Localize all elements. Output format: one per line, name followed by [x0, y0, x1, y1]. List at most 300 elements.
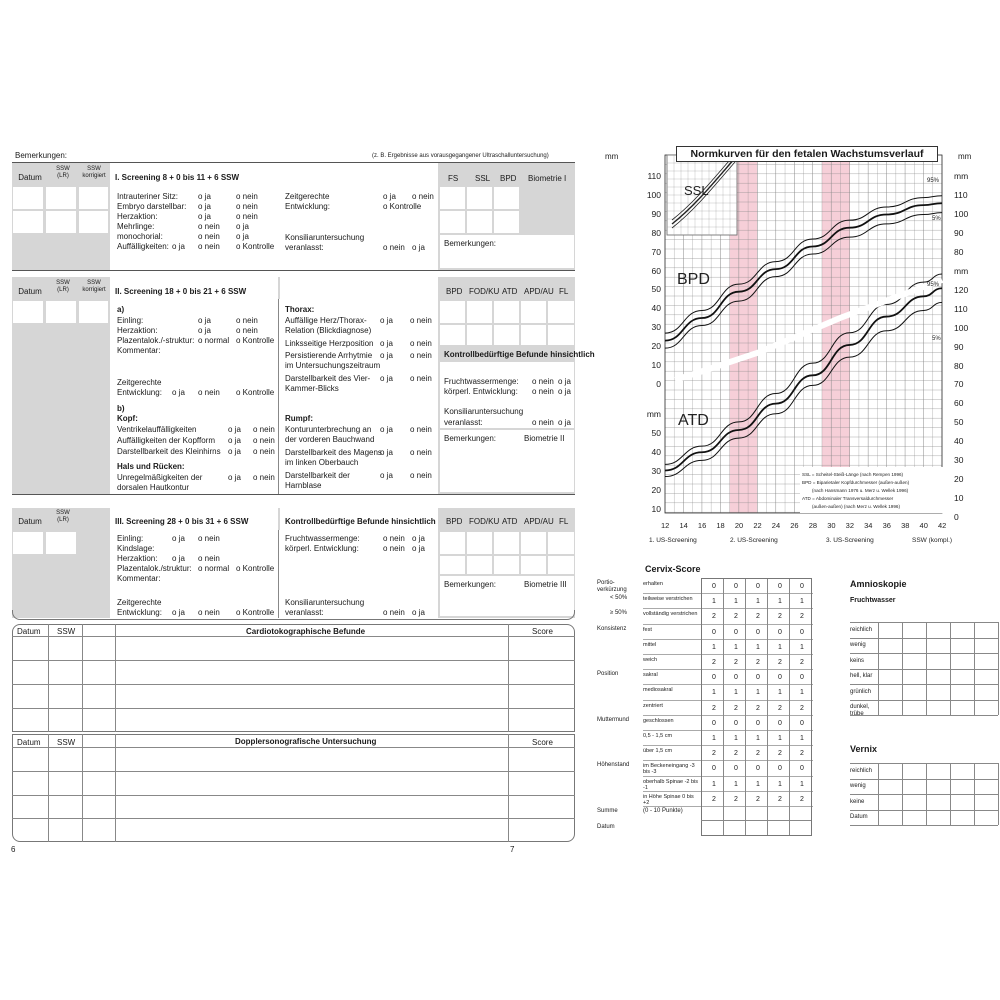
s2-col-apd: APD/AU — [524, 287, 554, 296]
cervix-score-cell[interactable]: 2 — [712, 750, 716, 758]
cervix-score-cell[interactable]: 2 — [800, 795, 804, 803]
s2-opt[interactable]: o nein — [236, 316, 258, 325]
s1-item-herz: Herzaktion: — [117, 212, 158, 221]
s2-koerperl-nein[interactable]: o nein — [532, 387, 554, 396]
s2-opt[interactable]: o nein — [410, 425, 432, 434]
s2-thorax-item: Auffällige Herz/Thorax- — [285, 316, 367, 325]
s1-fs: FS — [448, 174, 459, 183]
s3-opt[interactable]: o ja — [172, 534, 185, 543]
right-tick-lower: 30 — [954, 455, 964, 465]
s1-entw-ja[interactable]: o ja — [383, 192, 396, 201]
right-tick-lower: 80 — [954, 360, 964, 371]
s1-entwicklung: Entwicklung: — [285, 202, 330, 211]
s1-col-ssw-lr: SSW (LR) — [56, 166, 70, 179]
s2-col-datum: Datum — [18, 287, 42, 296]
amnio-subtitle: Fruchtwasser — [850, 597, 896, 604]
cervix-score-cell[interactable]: 1 — [800, 598, 804, 606]
cervix-score-cell[interactable]: 2 — [800, 704, 804, 712]
s3-opt[interactable]: o nein — [198, 554, 220, 563]
s3-col-datum: Datum — [18, 517, 42, 526]
cervix-score-cell[interactable]: 2 — [778, 795, 782, 803]
chart-title: Normkurven für den fetalen Wachstumsverlauf — [676, 146, 938, 162]
s3-col-bpd: BPD — [446, 517, 463, 526]
cervix-group: Konsistenz — [597, 625, 627, 632]
cervix-group: < 50% — [610, 595, 628, 602]
cervix-group: Portio-verkürzung — [597, 580, 627, 593]
cervix-score-cell[interactable]: 0 — [712, 583, 716, 590]
right-tick-lower: 110 — [954, 303, 968, 314]
s2-rumpf-item: Darstellbarkeit der — [285, 471, 350, 480]
amnio-table-row-label: hell, klar — [850, 673, 873, 680]
s2-opt[interactable]: o nein — [253, 447, 275, 456]
s2-opt[interactable]: o nein — [410, 448, 432, 457]
x-tick-label: 40 — [919, 521, 928, 530]
s2-opt[interactable]: o nein — [410, 339, 432, 348]
cervix-score-cell[interactable]: 1 — [756, 598, 760, 606]
s2-a: a) — [117, 305, 125, 314]
s1-opt-ja[interactable]: o ja — [172, 242, 185, 251]
cervix-score-cell[interactable]: 1 — [712, 735, 716, 742]
cervix-score-cell[interactable]: 0 — [734, 628, 738, 636]
cervix-row-label: 0,5 - 1,5 cm — [643, 733, 673, 739]
s2-opt[interactable]: o nein — [410, 471, 432, 480]
bpd-95-label: 95% — [927, 178, 940, 184]
cervix-score-cell[interactable]: 2 — [778, 659, 782, 666]
left-tick: 30 — [651, 322, 661, 333]
x-tick-label: 24 — [771, 521, 781, 530]
atd-95-label: 95% — [927, 282, 940, 288]
left-tick: 80 — [651, 227, 661, 238]
cervix-score-cell[interactable]: 2 — [778, 704, 782, 712]
atd-5-label: 5% — [932, 336, 941, 342]
s1-opt-nein[interactable]: o nein — [198, 232, 220, 241]
s2-opt-normal[interactable]: o normal — [198, 336, 230, 345]
cervix-score-cell[interactable]: 2 — [712, 704, 716, 712]
vernix-table-row-label: reichlich — [850, 767, 873, 774]
s2-koerperl-ja[interactable]: o ja — [558, 387, 571, 396]
cervix-score-cell[interactable]: 2 — [756, 704, 760, 712]
page-number-right: 7 — [510, 845, 515, 854]
s2-opt[interactable]: o ja — [380, 425, 393, 434]
cervix-score-cell[interactable]: 0 — [756, 674, 760, 682]
cervix-score-cell[interactable]: 0 — [712, 719, 716, 727]
divider-band — [675, 280, 942, 380]
s2-opt[interactable]: o nein — [410, 351, 432, 360]
s2-opt[interactable]: o nein — [236, 326, 258, 335]
s3-veranlasst: veranlasst: — [285, 608, 324, 617]
s1-veranlasst: veranlasst: — [285, 243, 324, 252]
cervix-score-cell[interactable]: 2 — [734, 795, 738, 803]
cervix-score-cell[interactable]: 2 — [712, 795, 716, 803]
s2-zeitgerechte: Zeitgerechte — [117, 378, 162, 387]
cervix-score-cell[interactable]: 1 — [756, 780, 760, 788]
amnio-table-row-label: reichlich — [850, 626, 873, 633]
doppler-ssw: SSW — [57, 738, 76, 747]
s2-konsil-ja[interactable]: o ja — [558, 418, 571, 427]
s2-koerperl: körperl. Entwicklung: — [444, 387, 518, 396]
x-tick-label: 36 — [882, 521, 891, 530]
cervix-score-cell[interactable]: 2 — [800, 750, 804, 758]
cervix-score-cell[interactable]: 1 — [734, 689, 738, 697]
right-tick: 80 — [954, 246, 964, 257]
s2-opt[interactable]: o nein — [198, 388, 220, 397]
cervix-row-label: mediosakral — [643, 687, 673, 694]
s3-item: Einling: — [117, 534, 144, 543]
s2-kopf-item: Darstellbarkeit des Kleinhirns — [117, 447, 221, 456]
right-tick-lower: mm — [954, 266, 969, 276]
cervix-row-label: oberhalb Spinae -2 bis -1 — [643, 778, 699, 791]
s1-opt-ja[interactable]: o ja — [236, 232, 249, 241]
s2-thorax-item: im Untersuchungszeitraum — [285, 361, 381, 370]
x-tick-label: 22 — [753, 521, 762, 530]
cervix-score-cell[interactable]: 0 — [800, 628, 804, 636]
cervix-score-cell[interactable]: 0 — [734, 583, 738, 590]
left-tick-lower: 50 — [651, 428, 661, 438]
s1-bpd-cell[interactable] — [494, 187, 519, 209]
s3-biometrie: Biometrie III — [524, 580, 567, 589]
s2-einling: Einling: — [117, 316, 144, 325]
cervix-summe-hint: (0 - 10 Punkte) — [643, 808, 683, 814]
cervix-score-cell[interactable]: 0 — [756, 583, 760, 590]
s2-col-bpd: BPD — [446, 287, 463, 296]
right-tick-lower: 20 — [954, 473, 964, 484]
s3-item: Plazentalok./struktur: — [117, 564, 192, 573]
x-tick-label: 34 — [864, 521, 873, 530]
s1-sswk-cell[interactable] — [79, 187, 108, 209]
s3-entwicklung: Entwicklung: — [117, 608, 162, 617]
cervix-row-label: weich — [643, 657, 658, 663]
s2-opt[interactable]: o ja — [380, 448, 393, 457]
s1-opt-ja[interactable]: o ja — [236, 222, 249, 231]
cervix-score-cell[interactable]: 2 — [778, 613, 782, 621]
cervix-score-cell[interactable]: 2 — [800, 613, 804, 621]
s2-col-fod: FOD/KU — [469, 287, 500, 296]
cervix-score-cell[interactable]: 1 — [778, 689, 782, 697]
s2-opt[interactable]: o ja — [228, 425, 241, 434]
s2-opt[interactable]: o ja — [380, 471, 393, 480]
s1-item-embryo: Embryo darstellbar: — [117, 202, 187, 211]
cervix-score-cell[interactable]: 0 — [778, 719, 782, 727]
s2-opt[interactable]: o ja — [198, 326, 211, 335]
s2-opt[interactable]: o ja — [380, 316, 393, 325]
s2-opt[interactable]: o ja — [228, 473, 241, 482]
s3-opt[interactable]: o ja — [412, 608, 425, 617]
s2-rumpf: Rumpf: — [285, 414, 313, 423]
doppler-title: Dopplersonografische Untersuchung — [235, 737, 377, 746]
right-tick: 100 — [954, 208, 969, 219]
us3-label: 3. US-Screening — [826, 537, 874, 544]
s1-opt-nein[interactable]: o nein — [236, 212, 258, 221]
amnio-table-row-label: keins — [850, 657, 865, 664]
cervix-score-cell[interactable]: 1 — [712, 780, 716, 788]
s1-opt-ja[interactable]: o ja — [198, 192, 211, 201]
ctg-datum: Datum — [17, 627, 41, 636]
cervix-score-cell[interactable]: 1 — [778, 598, 782, 606]
cervix-score-cell[interactable]: 1 — [800, 735, 804, 742]
s3-opt[interactable]: o ja — [412, 544, 425, 553]
s1-konsil-ja[interactable]: o ja — [412, 243, 425, 252]
cervix-row-label: in Höhe Spinae 0 bis +2 — [643, 793, 694, 806]
legend-line: (nach Hansmann 1976 u. Merz u. Wellek 1996) — [812, 488, 909, 493]
cervix-score-cell[interactable]: 0 — [734, 765, 738, 773]
cervix-group: Position — [597, 671, 619, 678]
s2-rumpf-item: Harnblase — [285, 481, 322, 490]
s3-zeitgerechte: Zeitgerechte — [117, 598, 162, 607]
cervix-score-cell[interactable]: 0 — [756, 719, 760, 727]
s2-col-ssw-lr: SSW (LR) — [56, 280, 70, 293]
cervix-score-cell[interactable]: 0 — [756, 765, 760, 773]
cervix-score-cell[interactable]: 0 — [734, 674, 738, 682]
bpd-label: BPD — [677, 271, 710, 288]
s1-ssl: SSL — [475, 174, 491, 183]
s3-item: Kommentar: — [117, 574, 161, 583]
cervix-score-cell[interactable]: 1 — [756, 689, 760, 697]
s3-opt[interactable]: o nein — [383, 544, 405, 553]
cervix-score-cell[interactable]: 0 — [734, 719, 738, 727]
s2-rumpf-item: Darstellbarkeit des Magens — [285, 448, 382, 457]
cervix-score-cell[interactable]: 1 — [734, 780, 738, 788]
cervix-score-cell[interactable]: 0 — [756, 628, 760, 636]
amnio-table-row-label: grünlich — [850, 688, 872, 695]
s2-kontroll-title: Kontrollbedürftige Befunde hinsichtlich — [444, 350, 595, 359]
cervix-score-cell[interactable]: 0 — [778, 583, 782, 590]
s1-item-sitz: Intrauteriner Sitz: — [117, 192, 178, 201]
s1-opt-nein[interactable]: o nein — [198, 242, 220, 251]
ctg-table — [12, 624, 575, 732]
cervix-score-cell[interactable]: 2 — [756, 613, 760, 621]
right-tick-lower: 120 — [954, 284, 969, 295]
cervix-score-cell[interactable]: 1 — [778, 780, 782, 788]
ssw-label: SSW (kompl.) — [912, 537, 953, 544]
cervix-row-label: geschlossen — [643, 717, 674, 724]
s2-frucht-ja[interactable]: o ja — [558, 377, 571, 386]
s2-rumpf-item: der vorderen Bauchwand — [285, 435, 375, 444]
s1-opt-nein[interactable]: o nein — [198, 222, 220, 231]
s3-opt[interactable]: o nein — [198, 608, 220, 617]
cervix-row-label: zentriert — [643, 702, 663, 709]
left-tick: 10 — [651, 360, 661, 370]
vernix-table-row-label: wenig — [850, 783, 866, 790]
cervix-score-cell[interactable]: 0 — [712, 628, 716, 636]
s1-datum-cell[interactable] — [13, 187, 43, 209]
s1-biometrie: Biometrie I — [528, 174, 567, 183]
s2-opt[interactable]: o nein — [410, 374, 432, 383]
s3-opt[interactable]: o ja — [172, 554, 185, 563]
s1-entw-nein[interactable]: o nein — [412, 192, 434, 201]
s2-konsil: Konsiliaruntersuchung — [444, 407, 524, 416]
cervix-score-cell[interactable]: 1 — [734, 735, 738, 742]
cervix-score-cell[interactable]: 1 — [778, 643, 782, 651]
left-tick-lower: mm — [646, 409, 661, 419]
ctg-title: Cardiotokographische Befunde — [246, 627, 366, 636]
x-tick-label: 14 — [679, 521, 688, 530]
right-tick-lower: 100 — [954, 322, 969, 333]
cervix-score-cell[interactable]: 1 — [800, 689, 804, 697]
s1-ssw-cell[interactable] — [46, 187, 76, 209]
cervix-score-cell[interactable]: 0 — [800, 765, 804, 773]
vernix-table-row-label: Datum — [850, 814, 868, 821]
s2-col-atd: ATD — [502, 287, 518, 296]
s1-col-ssw-korr: SSW korrigiert — [82, 166, 106, 179]
cervix-score-cell[interactable]: 2 — [756, 795, 760, 803]
remarks-label: Bemerkungen: — [15, 151, 68, 160]
s2-veranlasst: veranlasst: — [444, 418, 483, 427]
x-tick-label: 38 — [901, 521, 910, 530]
s1-konsil: Konsiliaruntersuchung — [285, 233, 365, 242]
left-tick-lower: 40 — [651, 447, 661, 457]
s1-opt-kontrolle[interactable]: o Kontrolle — [236, 242, 275, 251]
cervix-summe: Summe — [597, 808, 618, 814]
s2-kopf: Kopf: — [117, 414, 138, 423]
s2-opt[interactable]: o ja — [228, 447, 241, 456]
cervix-score-cell[interactable]: 2 — [734, 613, 738, 621]
right-tick-lower: 40 — [954, 436, 964, 447]
s1-konsil-nein[interactable]: o nein — [383, 243, 405, 252]
cervix-score-cell[interactable]: 2 — [734, 750, 738, 758]
cervix-score-cell[interactable]: 1 — [712, 598, 716, 606]
s2-opt[interactable]: o nein — [253, 436, 275, 445]
vernix-table-row-label: keine — [850, 798, 865, 805]
s2-opt[interactable]: o ja — [380, 339, 393, 348]
left-tick-lower: 20 — [651, 485, 661, 495]
left-tick: 100 — [646, 189, 661, 200]
s3-opt[interactable]: o Kontrolle — [236, 608, 275, 617]
cervix-score-cell[interactable]: 0 — [800, 674, 804, 682]
x-tick-label: 16 — [697, 521, 707, 530]
cervix-score-cell[interactable]: 1 — [712, 689, 716, 697]
s2-thorax: Thorax: — [285, 305, 315, 314]
cervix-score-cell[interactable]: 2 — [712, 613, 716, 621]
x-tick-label: 26 — [790, 521, 799, 530]
s3-col-fl: FL — [559, 517, 569, 526]
x-tick-label: 20 — [734, 521, 744, 530]
s3-opt[interactable]: o nein — [383, 534, 405, 543]
cervix-group: Höhenstand — [597, 762, 630, 769]
cervix-score-cell[interactable]: 2 — [734, 704, 738, 712]
cervix-score-cell[interactable]: 2 — [756, 659, 760, 666]
cervix-row-label: mittel — [643, 641, 657, 648]
s1-fs-cell[interactable] — [440, 187, 465, 209]
cervix-score-cell[interactable]: 1 — [800, 643, 804, 651]
s1-opt-nein[interactable]: o nein — [236, 202, 258, 211]
s1-opt-ja[interactable]: o ja — [198, 202, 211, 211]
ctg-score: Score — [532, 627, 553, 636]
s2-kommentar: Kommentar: — [117, 346, 161, 355]
left-tick: 110 — [647, 171, 661, 181]
s3-opt[interactable]: o Kontrolle — [236, 564, 275, 573]
s2-opt[interactable]: o ja — [380, 351, 393, 360]
cervix-score-cell[interactable]: 1 — [712, 643, 716, 651]
cervix-score-cell[interactable]: 1 — [756, 643, 760, 651]
us2-label: 2. US-Screening — [730, 537, 778, 544]
cervix-row-label: teilweise verstrichen — [643, 596, 693, 603]
s1-entw-kontrolle[interactable]: o Kontrolle — [383, 202, 422, 211]
s1-item-auff: Auffälligkeiten: — [117, 242, 169, 251]
s2-opt[interactable]: o ja — [198, 316, 211, 325]
s1-title: I. Screening 8 + 0 bis 11 + 6 SSW — [115, 173, 240, 182]
cervix-score-cell[interactable]: 1 — [778, 735, 782, 742]
s2-hals: Hals und Rücken: — [117, 462, 185, 471]
cervix-score-cell[interactable]: 0 — [800, 583, 804, 590]
cervix-score-cell[interactable]: 1 — [756, 735, 760, 742]
cervix-group: Muttermund — [597, 716, 630, 723]
mm-left: mm — [605, 152, 619, 161]
s3-kontroll-title: Kontrollbedürftige Befunde hinsichtlich — [285, 517, 436, 526]
s3-col-apd: APD/AU — [524, 517, 554, 526]
cervix-score-cell[interactable]: 1 — [734, 643, 738, 651]
s3-opt[interactable]: o nein — [383, 608, 405, 617]
s2-opt[interactable]: o nein — [410, 316, 432, 325]
s2-opt-kontrolle[interactable]: o Kontrolle — [236, 336, 275, 345]
s3-item: Kindslage: — [117, 544, 155, 553]
cervix-row-label: über 1,5 cm — [643, 748, 673, 755]
cervix-score-cell[interactable]: 2 — [778, 750, 782, 758]
s2-opt[interactable]: o nein — [253, 425, 275, 434]
s2-konsil-nein[interactable]: o nein — [532, 418, 554, 427]
cervix-score-cell[interactable]: 1 — [734, 598, 738, 606]
left-tick-lower: 30 — [651, 466, 661, 476]
s2-opt[interactable]: o Kontrolle — [236, 388, 275, 397]
amnio-table-row-label: dunkel, — [850, 704, 870, 711]
cervix-score-cell[interactable]: 0 — [778, 765, 782, 773]
cervix-row-label: erhalten — [643, 581, 663, 587]
cervix-score-cell[interactable]: 0 — [778, 628, 782, 636]
left-tick-lower: 10 — [651, 504, 661, 514]
s2-frucht-nein[interactable]: o nein — [532, 377, 554, 386]
right-tick-lower: 0 — [954, 511, 959, 522]
s3-konsil: Konsiliaruntersuchung — [285, 598, 365, 607]
s1-opt-nein[interactable]: o nein — [236, 192, 258, 201]
s3-col-atd: ATD — [502, 517, 518, 526]
s2-opt[interactable]: o ja — [228, 436, 241, 445]
cervix-score-cell[interactable]: 2 — [734, 659, 738, 666]
s2-bemerkungen: Bemerkungen: — [444, 434, 497, 443]
s2-thorax-item: Linksseitige Herzposition — [285, 339, 374, 348]
s3-opt[interactable]: o ja — [412, 534, 425, 543]
left-tick: 90 — [651, 208, 661, 219]
s2-hals-item: dorsalen Hautkontur — [117, 483, 190, 492]
s2-rumpf-item: Konturunterbrechung an — [285, 425, 372, 434]
s3-opt[interactable]: o nein — [198, 534, 220, 543]
cervix-score-cell[interactable]: 0 — [712, 765, 716, 773]
x-tick-label: 42 — [938, 521, 947, 530]
cervix-row-label: sakral — [643, 672, 658, 679]
cervix-score-cell[interactable]: 0 — [778, 674, 782, 682]
s2-opt[interactable]: o ja — [172, 388, 185, 397]
legend-line: ATD = Abdominaler Transversaldurchmesser — [802, 496, 894, 501]
s2-biometrie: Biometrie II — [524, 434, 565, 443]
s1-ssl-cell[interactable] — [467, 187, 492, 209]
remarks-hint: (z. B. Ergebnisse aus vorausgegangener Ultraschalluntersuchung) — [372, 153, 549, 159]
cervix-score-cell[interactable]: 0 — [800, 719, 804, 727]
doppler-score: Score — [532, 738, 553, 747]
cervix-score-cell[interactable]: 2 — [712, 659, 716, 666]
cervix-score-cell[interactable]: 2 — [756, 750, 760, 758]
cervix-score-cell[interactable]: 2 — [800, 659, 804, 666]
cervix-score-cell[interactable]: 0 — [712, 674, 716, 682]
s1-opt-ja[interactable]: o ja — [198, 212, 211, 221]
right-tick: mm — [954, 171, 969, 181]
s2-opt[interactable]: o ja — [380, 374, 393, 383]
ssl-label: SSL — [684, 183, 709, 198]
s2-opt[interactable]: o nein — [253, 473, 275, 482]
s2-herzaktion: Herzaktion: — [117, 326, 158, 335]
s3-opt[interactable]: o ja — [172, 608, 185, 617]
us1-label: 1. US-Screening — [649, 537, 697, 544]
screening-band — [822, 155, 850, 513]
cervix-score-cell[interactable]: 1 — [800, 780, 804, 788]
s3-opt[interactable]: o normal — [198, 564, 230, 573]
